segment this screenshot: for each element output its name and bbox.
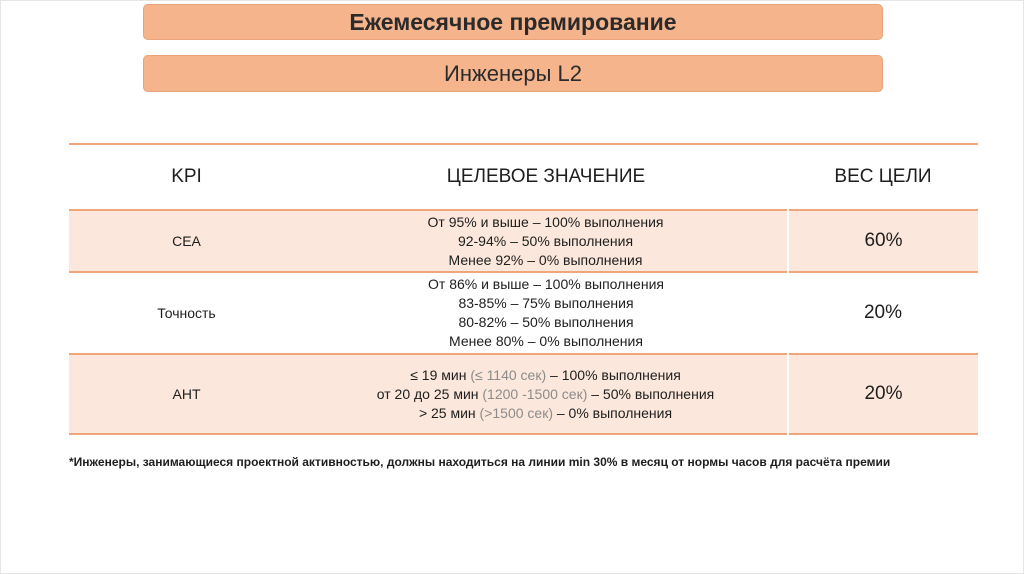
- page-subtitle-banner: [143, 55, 883, 92]
- table-row-accuracy: [69, 272, 978, 354]
- weight-value-aht: 20%: [788, 354, 978, 434]
- page-title: Ежемесячное премирование: [349, 9, 677, 35]
- target-line-main: ≤ 19 мин: [410, 366, 471, 383]
- target-line-main: > 25 мин: [418, 404, 480, 421]
- target-line: 83-85% – 75% выполнения: [458, 295, 634, 311]
- target-line: 80-82% – 50% выполнения: [458, 314, 634, 330]
- target-value-cea: [304, 210, 788, 272]
- target-value-aht: [304, 354, 788, 434]
- table-row-cea: [69, 210, 978, 272]
- target-line: [304, 366, 787, 385]
- target-line: Менее 80% – 0% выполнения: [449, 333, 643, 349]
- target-line: От 95% и выше – 100% выполнения: [427, 213, 664, 230]
- table-row-aht: [69, 354, 978, 434]
- target-line-result: – 100% выполнения: [546, 366, 681, 383]
- target-line: [304, 404, 787, 423]
- target-line: [304, 385, 787, 404]
- target-line: Менее 92% – 0% выполнения: [448, 251, 643, 268]
- kpi-name-cea: CEA: [172, 233, 201, 249]
- kpi-table: [69, 143, 978, 435]
- target-value-accuracy: [304, 272, 788, 354]
- page-title-banner: [143, 4, 883, 40]
- column-header-weight: ВЕС ЦЕЛИ: [834, 166, 932, 187]
- kpi-name-accuracy: Точность: [157, 305, 216, 321]
- footnote: *Инженеры, занимающиеся проектной активностью, должны находиться на линии min 30% в месяц от нормы часов для расчёта премии: [69, 455, 891, 469]
- target-line: От 86% и выше – 100% выполнения: [428, 276, 664, 292]
- target-line: 92-94% – 50% выполнения: [457, 232, 634, 249]
- target-line-seconds: (1200 -1500 сек): [482, 385, 588, 402]
- target-line-result: – 50% выполнения: [587, 385, 715, 402]
- target-line-seconds: (>1500 сек): [479, 404, 553, 421]
- kpi-name-aht: AHT: [172, 386, 201, 402]
- page-subtitle: Инженеры L2: [444, 61, 582, 86]
- weight-value-cea: 60%: [788, 210, 978, 272]
- column-header-target: ЦЕЛЕВОЕ ЗНАЧЕНИЕ: [446, 166, 646, 187]
- target-line-main: от 20 до 25 мин: [376, 385, 483, 402]
- weight-value-accuracy: 20%: [863, 302, 903, 323]
- table-header-row: [69, 144, 978, 210]
- target-line-seconds: (≤ 1140 сек): [470, 366, 547, 383]
- target-line-result: – 0% выполнения: [552, 404, 673, 421]
- column-header-kpi: KPI: [171, 166, 202, 187]
